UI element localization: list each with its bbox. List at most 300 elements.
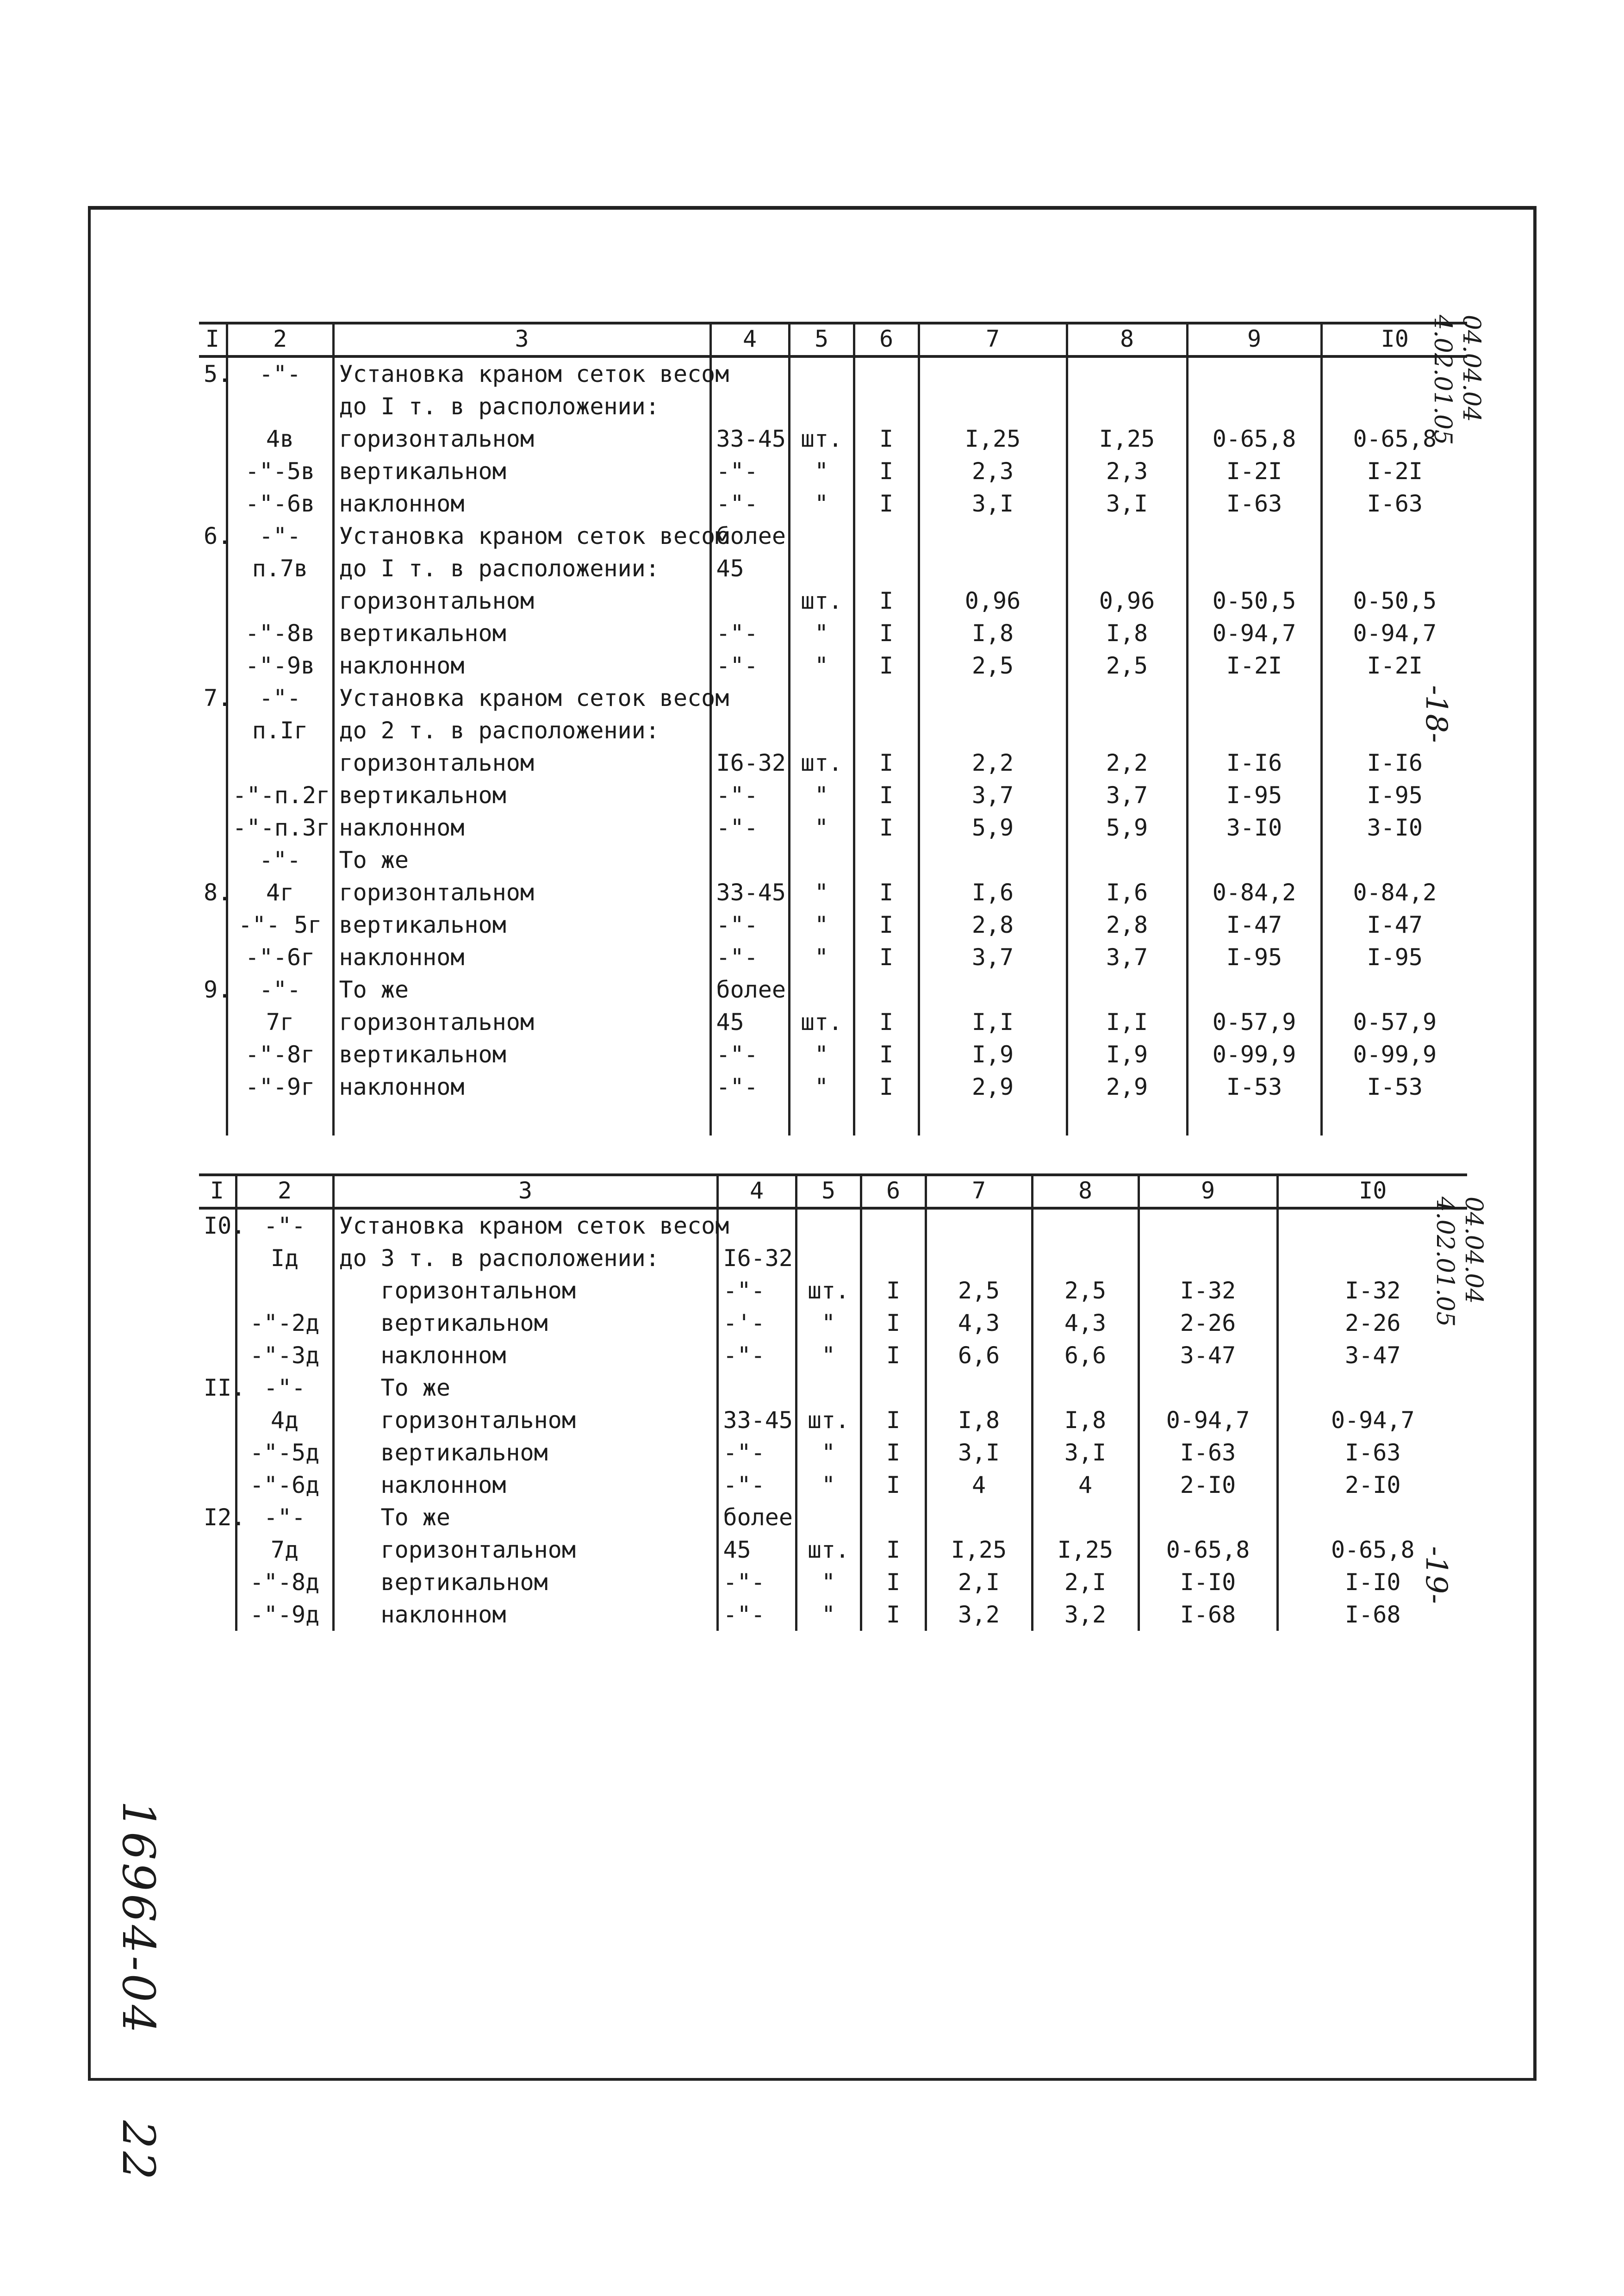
mass-range-cell: -"- [717,1598,796,1631]
work-description-cell: горизонтальном [333,1534,717,1566]
document-code-top [1428,315,1486,445]
labour-total-cell: 3,I [1067,487,1187,520]
work-description-cell: То же [333,844,710,876]
work-description-cell: Установка краном сеток весом [333,356,710,390]
table-row [199,1598,1467,1631]
empty-cell [199,1103,227,1136]
wage-rate-cell: I-68 [1139,1598,1277,1631]
labour-cost-cell [926,1501,1032,1534]
labour-cost-cell: 2,I [926,1566,1032,1598]
labour-cost-cell [919,973,1067,1006]
work-description-cell: горизонтальном [333,1404,717,1436]
sheet-number: 22 [112,2120,164,2183]
table-row [199,1501,1467,1534]
wage-rate-cell: 0-94,7 [1139,1404,1277,1436]
unit-cell: " [796,1566,861,1598]
wage-rate-cell [1187,390,1321,423]
unit-cell: " [789,617,854,649]
quantity-cell [861,1372,926,1404]
item-number-cell [199,1598,236,1631]
item-number-cell [199,1534,236,1566]
unit-cell [789,356,854,390]
norm-ref-cell: -"-5д [236,1436,333,1469]
mass-range-cell [710,714,789,747]
empty-cell [710,1103,789,1136]
empty-cell [919,1103,1067,1136]
item-number-cell [199,747,227,779]
wage-rate-cell: I-53 [1187,1071,1321,1103]
empty-cell [1321,1103,1467,1136]
quantity-cell: I [861,1469,926,1501]
wage-rate-cell: 0-50,5 [1187,585,1321,617]
labour-total-cell [1067,714,1187,747]
labour-cost-cell: 2,2 [919,747,1067,779]
quantity-cell: I [854,455,919,487]
mass-range-cell: -"- [710,1038,789,1071]
work-description-cell: То же [333,1372,717,1404]
empty-cell [854,1103,919,1136]
wage-rate-cell: I-I6 [1187,747,1321,779]
quantity-cell: I [861,1534,926,1566]
work-description-cell: вертикальном [333,1436,717,1469]
table-row [199,779,1467,811]
wage-rate-cell: I-63 [1139,1436,1277,1469]
wage-total-cell: 0-94,7 [1321,617,1467,649]
work-description-cell: вертикальном [333,1566,717,1598]
mass-range-cell: -"- [710,649,789,682]
table-row [199,973,1467,1006]
table-row [199,714,1467,747]
wage-total-cell: 2-I0 [1277,1469,1467,1501]
labour-total-cell [1067,844,1187,876]
item-number-cell [199,390,227,423]
quantity-cell: I [854,747,919,779]
table-row [199,423,1467,455]
unit-cell: " [789,1038,854,1071]
mass-range-cell: -"- [710,909,789,941]
labour-cost-cell [919,682,1067,714]
table-row [199,356,1467,390]
quantity-cell: I [854,487,919,520]
mass-range-cell [710,390,789,423]
wage-total-cell: I-2I [1321,455,1467,487]
item-number-cell: 7. [204,685,232,711]
norm-ref-cell: -"-п.2г [227,779,333,811]
norm-ref-cell: 4г [227,876,333,909]
wage-rate-cell: 0-84,2 [1187,876,1321,909]
quantity-cell: I [854,1038,919,1071]
unit-cell [796,1242,861,1274]
item-number-cell [199,1274,236,1307]
work-description-cell: наклонном [333,487,710,520]
table-row [199,1339,1467,1372]
item-number-cell [199,941,227,973]
norm-ref-cell [236,1274,333,1307]
labour-total-cell [1032,1372,1139,1404]
table-bottom [199,1173,1467,1631]
unit-cell: " [789,779,854,811]
labour-total-cell: 2,5 [1067,649,1187,682]
item-number-cell: 9. [204,976,232,1003]
quantity-cell: I [854,811,919,844]
mass-range-cell: -"- [710,941,789,973]
unit-cell: " [789,811,854,844]
work-description-cell: вертикальном [333,1307,717,1339]
code-line: 04.04.04 [1460,1197,1487,1304]
wage-rate-cell [1139,1208,1277,1242]
quantity-cell: I [854,876,919,909]
norm-ref-cell [227,747,333,779]
wage-rate-cell [1187,520,1321,552]
labour-cost-cell: 2,5 [919,649,1067,682]
work-description-cell: до 2 т. в расположении: [333,714,710,747]
document-code-bottom [1431,1197,1488,1327]
norm-ref-cell [227,390,333,423]
wage-total-cell: 0-94,7 [1277,1404,1467,1436]
unit-cell: " [789,876,854,909]
norm-ref-cell: -"- [236,1208,333,1242]
labour-cost-cell: I,6 [919,876,1067,909]
labour-cost-cell: 2,9 [919,1071,1067,1103]
labour-total-cell: 2,9 [1067,1071,1187,1103]
table-row [199,1006,1467,1038]
unit-cell: шт. [796,1534,861,1566]
table-header-row [199,1176,1467,1208]
wage-total-cell: 0-84,2 [1321,876,1467,909]
wage-rate-cell [1187,552,1321,585]
quantity-cell [854,682,919,714]
labour-cost-cell: I,8 [919,617,1067,649]
unit-cell: шт. [796,1274,861,1307]
item-number-cell [199,552,227,585]
table-row [199,1469,1467,1501]
labour-total-cell: 3,I [1032,1436,1139,1469]
labour-cost-cell: 2,5 [926,1274,1032,1307]
mass-range-cell: -"- [717,1566,796,1598]
item-number-cell [199,844,227,876]
mass-range-cell: 45 [710,1006,789,1038]
unit-cell [796,1372,861,1404]
mass-range-cell [717,1208,796,1242]
labour-cost-cell: 3,I [919,487,1067,520]
work-description-cell: вертикальном [333,455,710,487]
mass-range-cell: -'- [717,1307,796,1339]
unit-cell [789,552,854,585]
quantity-cell: I [861,1566,926,1598]
norm-ref-cell: -"- [236,1372,333,1404]
work-description-cell: горизонтальном [333,1274,717,1307]
wage-total-cell: I-95 [1321,941,1467,973]
wage-rate-cell: I-95 [1187,779,1321,811]
work-description-cell: Установка краном сеток весом [333,682,710,714]
labour-total-cell: 2,I [1032,1566,1139,1598]
header-cell: I [199,1176,236,1208]
quantity-cell: I [854,1071,919,1103]
quantity-cell: I [861,1598,926,1631]
unit-cell: шт. [789,423,854,455]
work-description-cell: наклонном [333,811,710,844]
wage-rate-cell: 0-65,8 [1139,1534,1277,1566]
norm-ref-cell: -"-6г [227,941,333,973]
mass-range-cell: более [717,1501,796,1534]
header-cell: 4 [710,324,789,356]
labour-total-cell: I,8 [1067,617,1187,649]
work-description-cell: Установка краном сеток весом [333,1208,717,1242]
labour-total-cell: 2,3 [1067,455,1187,487]
labour-total-cell [1067,390,1187,423]
labour-cost-cell: I,I [919,1006,1067,1038]
item-number-cell: 6. [204,523,232,549]
quantity-cell: I [854,423,919,455]
labour-cost-cell: I,25 [926,1534,1032,1566]
quantity-cell: I [854,617,919,649]
work-description-cell: наклонном [333,1469,717,1501]
work-description-cell: То же [333,1501,717,1534]
table-row [199,1274,1467,1307]
unit-cell: " [789,487,854,520]
labour-total-cell: 2,5 [1032,1274,1139,1307]
norm-ref-cell: -"- 5г [227,909,333,941]
quantity-cell: I [854,649,919,682]
mass-range-cell: -"- [710,1071,789,1103]
work-description-cell: наклонном [333,1071,710,1103]
mass-range-cell: -"- [717,1436,796,1469]
header-cell: 9 [1139,1176,1277,1208]
table-row [199,1071,1467,1103]
wage-total-cell [1321,973,1467,1006]
norm-ref-cell: -"-9в [227,649,333,682]
table-row [199,1534,1467,1566]
header-cell: 7 [919,324,1067,356]
wage-rate-cell [1187,682,1321,714]
labour-total-cell: 5,9 [1067,811,1187,844]
labour-total-cell [1067,356,1187,390]
labour-cost-cell: 2,8 [919,909,1067,941]
quantity-cell: I [861,1339,926,1372]
item-number-cell [199,909,227,941]
norm-ref-cell: п.7в [227,552,333,585]
work-description-cell: наклонном [333,941,710,973]
wage-total-cell: I-32 [1277,1274,1467,1307]
wage-total-cell: 0-65,8 [1277,1534,1467,1566]
unit-cell: шт. [789,585,854,617]
work-description-cell: вертикальном [333,617,710,649]
norm-ref-cell: -"-2д [236,1307,333,1339]
norm-ref-cell: п.Iг [227,714,333,747]
item-number-cell [199,779,227,811]
table-row [199,1566,1467,1598]
norm-ref-cell: 4в [227,423,333,455]
table-row [199,909,1467,941]
wage-total-cell: I-68 [1277,1598,1467,1631]
item-number-cell [199,1469,236,1501]
header-cell: I [199,324,227,356]
norm-ref-cell: -"-6д [236,1469,333,1501]
quantity-cell: I [854,779,919,811]
table-top [199,322,1467,1136]
norm-ref-cell: -"-3д [236,1339,333,1372]
item-number-cell [199,455,227,487]
norm-ref-cell: 7г [227,1006,333,1038]
wage-rate-cell [1187,973,1321,1006]
labour-cost-cell [919,844,1067,876]
wage-total-cell [1277,1501,1467,1534]
empty-cell [1067,1103,1187,1136]
wage-total-cell: I-2I [1321,649,1467,682]
unit-cell [796,1501,861,1534]
labour-total-cell: I,8 [1032,1404,1139,1436]
header-cell: 7 [926,1176,1032,1208]
mass-range-cell: -"- [717,1339,796,1372]
quantity-cell: I [861,1436,926,1469]
wage-rate-cell: I-2I [1187,649,1321,682]
quantity-cell [861,1208,926,1242]
header-cell: 5 [789,324,854,356]
wage-total-cell: I-95 [1321,779,1467,811]
table-row [199,455,1467,487]
labour-total-cell: I,9 [1067,1038,1187,1071]
labour-total-cell: I,6 [1067,876,1187,909]
item-number-cell [199,1339,236,1372]
labour-cost-cell: I,25 [919,423,1067,455]
wage-rate-cell: I-47 [1187,909,1321,941]
empty-cell [789,1103,854,1136]
header-cell: 5 [796,1176,861,1208]
work-description-cell: горизонтальном [333,876,710,909]
labour-total-cell [1067,682,1187,714]
item-number-cell: 5. [204,361,232,387]
norm-ref-cell: -"- [227,973,333,1006]
labour-total-cell [1067,520,1187,552]
header-cell: 6 [861,1176,926,1208]
header-cell: 3 [333,1176,717,1208]
norm-ref-cell: 4д [236,1404,333,1436]
quantity-cell [854,520,919,552]
mass-range-cell: 45 [710,552,789,585]
header-cell: 8 [1032,1176,1139,1208]
header-cell: I0 [1277,1176,1467,1208]
labour-cost-cell [919,552,1067,585]
wage-rate-cell [1187,356,1321,390]
labour-total-cell: 3,7 [1067,941,1187,973]
norm-ref-cell: Iд [236,1242,333,1274]
header-cell: 2 [227,324,333,356]
labour-total-cell: 4,3 [1032,1307,1139,1339]
labour-total-cell: 2,8 [1067,909,1187,941]
album-sheet-number [112,1801,164,2183]
item-number-cell: 8. [204,879,232,906]
wage-total-cell: I-I0 [1277,1566,1467,1598]
labour-total-cell [1032,1242,1139,1274]
wage-total-cell [1321,520,1467,552]
mass-range-cell: I6-32 [717,1242,796,1274]
norm-ref-cell: -"- [227,356,333,390]
work-description-cell: до I т. в расположении: [333,552,710,585]
labour-cost-cell [919,714,1067,747]
wage-total-cell: 0-99,9 [1321,1038,1467,1071]
work-description-cell: Установка краном сеток весом [333,520,710,552]
mass-range-cell: 45 [717,1534,796,1566]
item-number-cell [199,1006,227,1038]
doc-number: 16964-04 [112,1801,164,2036]
code-line: 4.02.01.05 [1431,1197,1459,1327]
quantity-cell: I [861,1404,926,1436]
wage-total-cell: I-63 [1321,487,1467,520]
item-number-cell [199,649,227,682]
unit-cell [796,1208,861,1242]
quantity-cell [854,844,919,876]
wage-total-cell: I-63 [1277,1436,1467,1469]
labour-total-cell: I,25 [1032,1534,1139,1566]
page-number-top: -18- [1419,685,1453,743]
table-row [199,747,1467,779]
wage-total-cell: 3-I0 [1321,811,1467,844]
work-description-cell: горизонтальном [333,585,710,617]
work-description-cell: вертикальном [333,779,710,811]
wage-total-cell [1321,844,1467,876]
wage-rate-cell [1139,1372,1277,1404]
labour-cost-cell: 5,9 [919,811,1067,844]
mass-range-cell: -"- [710,811,789,844]
wage-total-cell: I-47 [1321,909,1467,941]
work-description-cell: до 3 т. в расположении: [333,1242,717,1274]
item-number-cell [199,1038,227,1071]
wage-total-cell: I-53 [1321,1071,1467,1103]
labour-total-cell: 3,2 [1032,1598,1139,1631]
table-row [199,1372,1467,1404]
table-row [199,585,1467,617]
quantity-cell [861,1242,926,1274]
item-number-cell [199,423,227,455]
work-description-cell: горизонтальном [333,1006,710,1038]
mass-range-cell [710,844,789,876]
mass-range-cell: -"- [710,779,789,811]
unit-cell [789,714,854,747]
labour-cost-cell: 3,I [926,1436,1032,1469]
quantity-cell: I [854,941,919,973]
wage-rate-cell: 2-I0 [1139,1469,1277,1501]
header-cell: 4 [717,1176,796,1208]
table-row [199,390,1467,423]
labour-total-cell: 2,2 [1067,747,1187,779]
table-row [199,1038,1467,1071]
mass-range-cell: -"- [710,455,789,487]
norm-ref-cell: -"-8г [227,1038,333,1071]
wage-rate-cell: 0-99,9 [1187,1038,1321,1071]
unit-cell: " [796,1469,861,1501]
table-row [199,552,1467,585]
unit-cell: " [796,1436,861,1469]
wage-rate-cell: I-95 [1187,941,1321,973]
table-row [199,1404,1467,1436]
table-row [199,811,1467,844]
wage-rate-cell: 0-65,8 [1187,423,1321,455]
mass-range-cell: -"- [717,1274,796,1307]
work-description-cell: То же [333,973,710,1006]
mass-range-cell: -"- [710,617,789,649]
norm-ref-cell: 7д [236,1534,333,1566]
wage-total-cell: 3-47 [1277,1339,1467,1372]
work-description-cell: вертикальном [333,1038,710,1071]
unit-cell: шт. [789,1006,854,1038]
quantity-cell [854,552,919,585]
wage-rate-cell: 0-57,9 [1187,1006,1321,1038]
wage-total-cell: 0-50,5 [1321,585,1467,617]
norm-ref-cell: -"-5в [227,455,333,487]
quantity-cell: I [854,1006,919,1038]
header-cell: 6 [854,324,919,356]
wage-total-cell: 2-26 [1277,1307,1467,1339]
